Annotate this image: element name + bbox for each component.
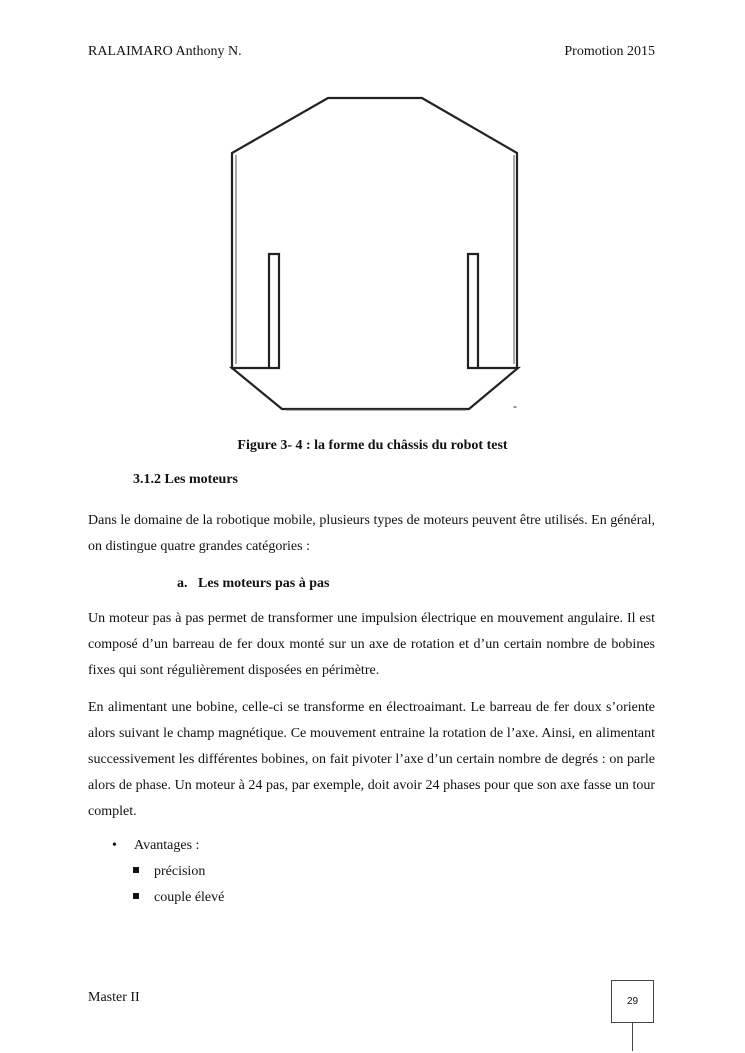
bullet-label: Avantages : [134,838,200,853]
chassis-inner-line [236,155,514,410]
subsection-heading: a. Les moteurs pas à pas [177,576,330,591]
paragraph-1: Un moteur pas à pas permet de transformer une impulsion électrique en mouvement angulaire. Il est composé d’un barreau de fer doux monté sur un axe de rotation et d’un certain nombre de bobines fixes qui sont régulièrement disposées en périmètre. [88,611,655,678]
figure-small-mark: - [513,399,517,413]
section-heading: 3.1.2 Les moteurs [133,472,238,487]
square-bullet-icon [133,893,139,899]
list-item [133,864,205,880]
list-item-text: précision [154,864,206,879]
header-promotion: Promotion 2015 [564,44,655,59]
footer-label: Master II [88,990,140,1005]
figure-caption: Figure 3- 4 : la forme du châssis du robot test [237,438,508,453]
bullet-advantages [112,838,199,854]
page-number: 29 [611,980,654,1023]
page-number-line [632,1023,633,1051]
header-author: RALAIMARO Anthony N. [88,44,242,59]
paragraph-2: En alimentant une bobine, celle-ci se transforme en électroaimant. Le barreau de fer doux s’oriente alors suivant le champ magnétique. Ce mouvement entraine la rotation de l’axe. Ainsi, en alimentant successivement les différentes bobines, on fait pivoter l’axe d’un certain nombre de degrés : on parle alors de phase. Un moteur à 24 pas, par exemple, doit avoir 24 phases pour que son axe fasse un tour complet. [88,700,655,819]
section-intro: Dans le domaine de la robotique mobile, plusieurs types de moteurs peuvent être utilisés. En général, on distingue quatre grandes catégories : [88,513,655,554]
list-item [133,890,224,906]
chassis-outline [232,98,518,409]
chassis-figure [226,92,526,416]
list-item-text: couple élevé [154,890,225,905]
bullet-dot-icon: • [112,838,117,853]
square-bullet-icon [133,867,139,873]
